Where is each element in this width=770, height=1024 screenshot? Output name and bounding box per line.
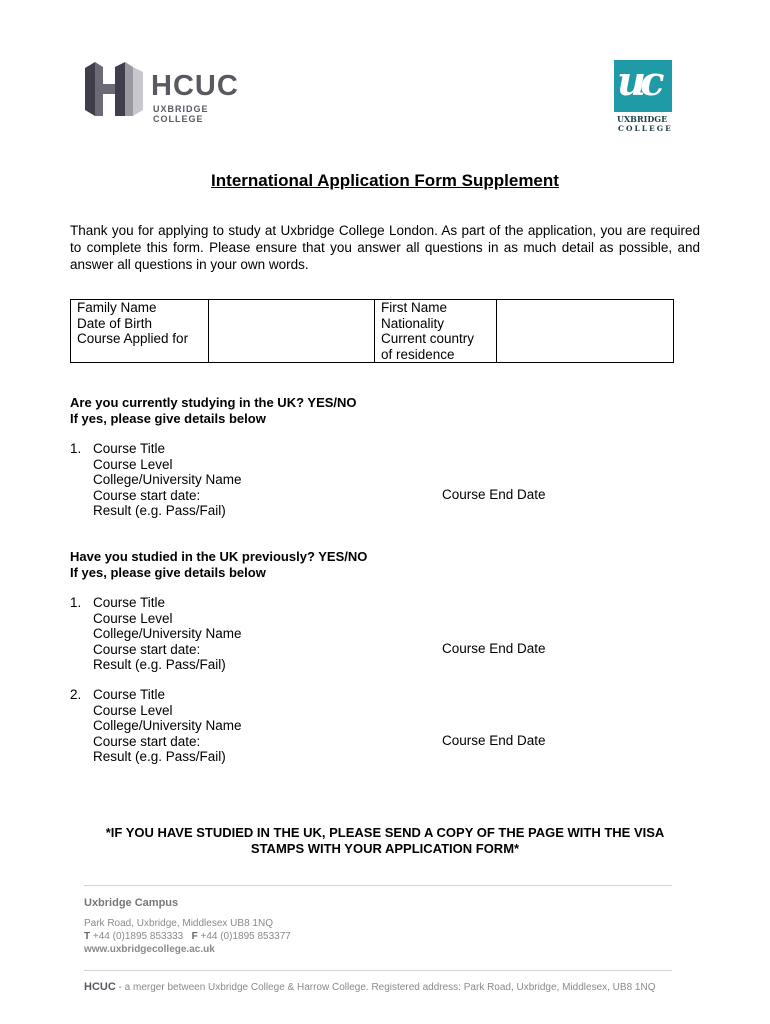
college-name-label: College/University Name [93, 718, 242, 733]
hcuc-subtitle: UXBRIDGE COLLEGE [153, 104, 209, 124]
footer-divider-top [84, 885, 672, 886]
applicant-info-table [70, 299, 674, 363]
entry-number: 1. [70, 595, 82, 610]
values-column-right-field[interactable] [497, 300, 674, 363]
table-row [71, 300, 674, 363]
previous-study-instruction: If yes, please give details below [70, 565, 266, 580]
entry-number: 1. [70, 441, 82, 456]
family-name-label: Family Name [77, 300, 157, 315]
nationality-label: Nationality [381, 315, 445, 331]
uc-logo-square [614, 60, 672, 112]
course-level-label: Course Level [93, 610, 173, 626]
visa-notice-line-2: STAMPS WITH YOUR APPLICATION FORM* [250, 841, 520, 856]
current-study-question-text: Are you currently studying in the UK? YES/NO [70, 395, 357, 410]
footer-phone-line [84, 930, 291, 943]
college-name-label: College/University Name [93, 472, 242, 487]
fax-number: +44 (0)1895 853377 [200, 931, 291, 942]
course-end-date-label: Course End Date [442, 641, 546, 656]
merger-text: - a merger between Uxbridge College & Harrow College. Registered address: Park Road, Uxbridge, Middlesex, UB8 1NQ [115, 982, 656, 993]
merger-brand: HCUC [84, 981, 116, 993]
result-label: Result (e.g. Pass/Fail) [93, 503, 226, 518]
intro-paragraph: Thank you for applying to study at Uxbridge College London. As part of the application, you are required to complete this form. Please ensure that you answer all questions in as much detail as possible, and answer all questions in your own words. [70, 223, 700, 272]
footer-merger [84, 981, 655, 994]
course-title-label: Course Title [93, 441, 166, 456]
current-study-instruction: If yes, please give details below [70, 411, 266, 426]
uc-logo-letters: uc [617, 58, 659, 105]
hcuc-wordmark: HCUC [151, 70, 239, 102]
course-end-date-label: Course End Date [442, 733, 546, 748]
footer-website: www.uxbridgecollege.ac.uk [84, 944, 215, 955]
phone-label: T [84, 931, 91, 942]
entry-number: 2. [70, 687, 82, 702]
labels-column-left [71, 300, 209, 363]
footer-contact [84, 917, 291, 956]
first-name-label: First Name [381, 300, 448, 315]
current-study-question [70, 395, 357, 427]
course-end-date-label: Course End Date [442, 487, 546, 502]
uc-logo-line2: COLLEGE [618, 124, 673, 133]
course-start-date-label: Course start date: [93, 733, 201, 749]
previous-study-question [70, 549, 367, 581]
footer-campus: Uxbridge Campus [84, 897, 179, 909]
course-level-label: Course Level [93, 702, 173, 718]
labels-column-right [375, 300, 497, 363]
visa-notice [60, 825, 710, 857]
uc-logo-line1: UXBRIDGE [617, 114, 668, 124]
uxbridge-college-logo [614, 60, 676, 134]
course-start-date-label: Course start date: [93, 641, 201, 657]
college-name-label: College/University Name [93, 626, 242, 641]
course-start-date-label: Course start date: [93, 487, 201, 503]
hcuc-logo [83, 58, 253, 124]
hcuc-mark-icon [83, 58, 145, 120]
current-country-label-2: of residence [381, 346, 455, 362]
course-title-label: Course Title [93, 595, 166, 610]
result-label: Result (e.g. Pass/Fail) [93, 657, 226, 672]
values-column-left-field[interactable] [209, 300, 375, 363]
course-level-label: Course Level [93, 456, 173, 472]
previous-study-question-text: Have you studied in the UK previously? YES/NO [70, 549, 368, 564]
course-applied-label: Course Applied for [77, 331, 189, 346]
date-of-birth-label: Date of Birth [77, 315, 153, 331]
phone-number: +44 (0)1895 853333 [92, 931, 184, 942]
current-country-label-1: Current country [381, 331, 475, 346]
visa-notice-line-1: *IF YOU HAVE STUDIED IN THE UK, PLEASE SEND A COPY OF THE PAGE WITH THE VISA [105, 825, 665, 840]
footer-divider-bottom [84, 970, 672, 971]
result-label: Result (e.g. Pass/Fail) [93, 749, 226, 764]
course-title-label: Course Title [93, 687, 166, 702]
fax-label: F [191, 931, 198, 942]
footer-address: Park Road, Uxbridge, Middlesex UB8 1NQ [84, 918, 273, 929]
page-title: International Application Form Supplement [211, 171, 559, 190]
